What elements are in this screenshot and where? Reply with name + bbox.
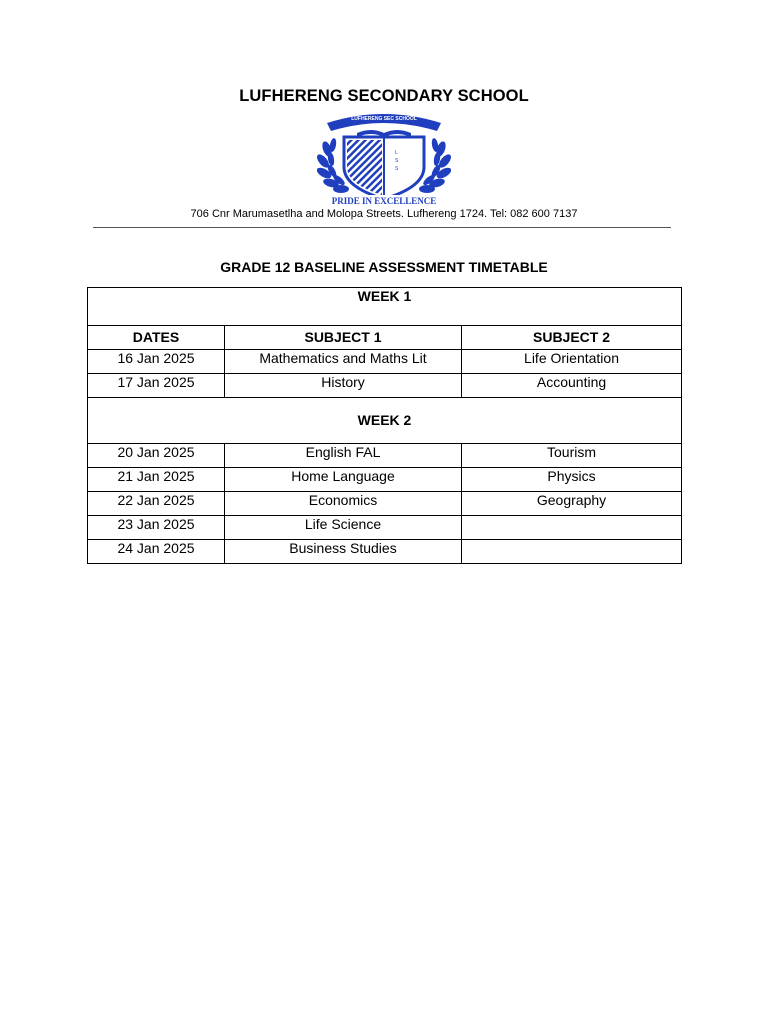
table-row <box>88 350 682 374</box>
table-row <box>88 444 682 468</box>
date-cell: 16 Jan 2025 <box>88 350 225 374</box>
column-header-subject-2: SUBJECT 2 <box>462 326 682 350</box>
week-2-label: WEEK 2 <box>88 398 682 444</box>
date-cell: 23 Jan 2025 <box>88 516 225 540</box>
column-header-row <box>88 326 682 350</box>
subject-2-cell: Life Orientation <box>462 350 682 374</box>
school-address: 706 Cnr Marumasetlha and Molopa Streets. Lufhereng 1724. Tel: 082 600 7137 <box>190 208 578 220</box>
header-divider <box>93 227 671 228</box>
date-cell: 20 Jan 2025 <box>88 444 225 468</box>
subject-2-cell <box>462 540 682 564</box>
svg-text:LUFHERENG SEC SCHOOL: LUFHERENG SEC SCHOOL <box>351 116 417 122</box>
week-1-label: WEEK 1 <box>88 288 682 326</box>
table-row <box>88 468 682 492</box>
date-cell: 21 Jan 2025 <box>88 468 225 492</box>
table-row <box>88 492 682 516</box>
week-1-header-row <box>88 288 682 326</box>
subject-2-cell: Physics <box>462 468 682 492</box>
subject-2-cell: Tourism <box>462 444 682 468</box>
subject-1-cell: English FAL <box>225 444 462 468</box>
subject-1-cell: Business Studies <box>225 540 462 564</box>
subject-1-cell: Home Language <box>225 468 462 492</box>
school-logo <box>317 109 451 207</box>
subject-2-cell: Geography <box>462 492 682 516</box>
document-title: GRADE 12 BASELINE ASSESSMENT TIMETABLE <box>220 259 548 275</box>
svg-text:PRIDE IN EXCELLENCE: PRIDE IN EXCELLENCE <box>331 196 437 206</box>
date-cell: 17 Jan 2025 <box>88 374 225 398</box>
subject-1-cell: Life Science <box>225 516 462 540</box>
column-header-dates: DATES <box>88 326 225 350</box>
school-name: LUFHERENG SECONDARY SCHOOL <box>239 87 529 105</box>
svg-text:S: S <box>395 158 399 164</box>
subject-2-cell <box>462 516 682 540</box>
subject-1-cell: Mathematics and Maths Lit <box>225 350 462 374</box>
subject-2-cell: Accounting <box>462 374 682 398</box>
assessment-timetable <box>87 287 682 564</box>
subject-1-cell: Economics <box>225 492 462 516</box>
table-row <box>88 374 682 398</box>
school-crest-icon <box>317 109 451 207</box>
svg-text:S: S <box>395 166 399 172</box>
subject-1-cell: History <box>225 374 462 398</box>
week-2-header-row <box>88 398 682 444</box>
svg-text:L: L <box>395 150 398 156</box>
date-cell: 24 Jan 2025 <box>88 540 225 564</box>
date-cell: 22 Jan 2025 <box>88 492 225 516</box>
table-row <box>88 516 682 540</box>
column-header-subject-1: SUBJECT 1 <box>225 326 462 350</box>
table-row <box>88 540 682 564</box>
